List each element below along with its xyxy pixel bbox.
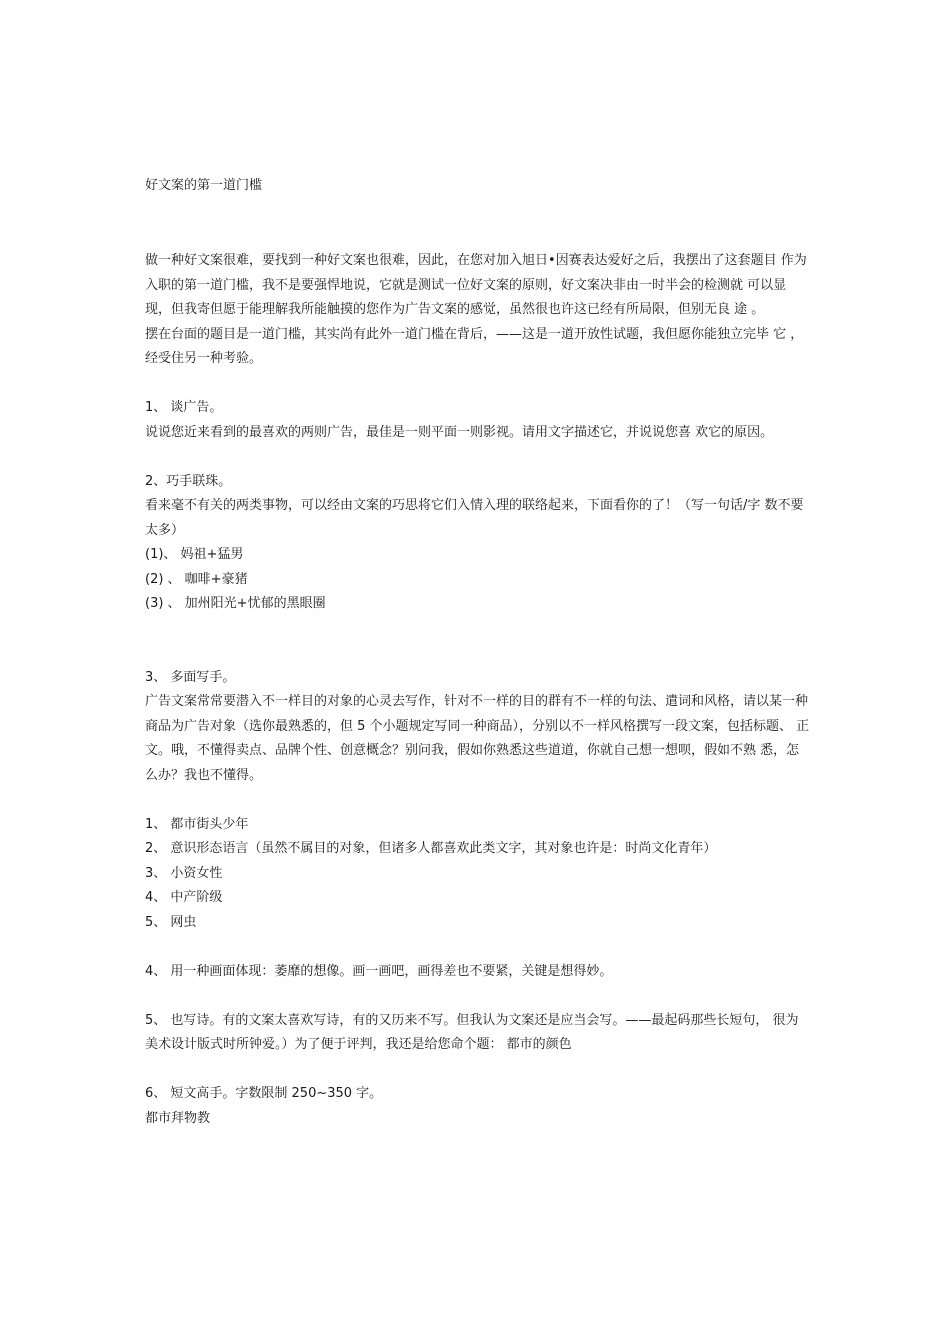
q2-item: (3) 、 加州阳光+忧郁的黑眼圈 bbox=[145, 596, 326, 611]
q3-item: 5、 网虫 bbox=[145, 914, 197, 930]
spacer bbox=[145, 1058, 810, 1083]
spacer bbox=[145, 617, 810, 666]
q4-text: 4、 用一种画面体现：萎靡的想像。画一画吧，画得差也不要紧，关键是想得妙。 bbox=[145, 963, 613, 979]
q6-heading: 6、 短文高手。字数限制 250~350 字。 bbox=[145, 1086, 383, 1101]
q5-text: 5、 也写诗。有的文案太喜欢写诗，有的又历来不写。但我认为文案还是应当会写。——最起码那些长短句， 很为美术设计版式时所钟爱。）为了便于评判，我还是给您命个题： 都市的颜色 bbox=[145, 1012, 799, 1052]
spacer bbox=[145, 984, 810, 1009]
q2-text: 看来毫不有关的两类事物，可以经由文案的巧思将它们入情入理的联络起来，下面看你的了！（写一句话/字 数不要太多） bbox=[145, 498, 804, 538]
document-title: 好文案的第一道门槛 bbox=[145, 178, 263, 193]
spacer bbox=[145, 788, 810, 813]
q6-text: 都市拜物教 bbox=[145, 1110, 211, 1126]
spacer bbox=[145, 372, 810, 397]
q3-item: 2、 意识形态语言（虽然不属目的对象，但诸多人都喜欢此类文字，其对象也许是：时尚文化青年） bbox=[145, 841, 717, 856]
q3-item: 4、 中产阶级 bbox=[145, 890, 223, 905]
spacer bbox=[145, 935, 810, 960]
q3-item: 1、 都市街头少年 bbox=[145, 816, 249, 832]
spacer bbox=[145, 445, 810, 470]
q3-item: 3、 小资女性 bbox=[145, 865, 223, 881]
q2-item: (2) 、 咖啡+豪猪 bbox=[145, 571, 248, 587]
q1-heading: 1、 谈广告。 bbox=[145, 400, 223, 415]
intro-paragraph-1: 做一种好文案很难，要找到一种好文案也很难，因此，在您对加入旭日•因赛表达爱好之后，我摆出了这套题目 作为入职的第一道门槛，我不是要强悍地说，它就是测试一位好文案的原则，好文案决非由一时半会的检测就 可以显现，但我寄但愿于能理解我所能触摸的您作为广告文案的感觉，虽然很也许这已经有所局限，但别无良 途 。 bbox=[145, 253, 807, 317]
q3-heading: 3、 多面写手。 bbox=[145, 669, 236, 685]
q2-item: (1)、 妈祖+猛男 bbox=[145, 547, 244, 562]
q2-heading: 2、巧手联珠。 bbox=[145, 473, 232, 489]
q1-text: 说说您近来看到的最喜欢的两则广告，最佳是一则平面一则影视。请用文字描述它，并说说您喜 欢它的原因。 bbox=[145, 424, 774, 440]
q3-text: 广告文案常常要潜入不一样目的对象的心灵去写作，针对不一样的目的群有不一样的句法、遣词和风格，请以某一种 商品为广告对象（选你最熟悉的，但 5 个小题规定写同一种商品），分别以不一样风格撰写一段文案，包括标题、 正文。哦，不懂得卖点、品牌个性、创意概念？别问我，假如你熟悉这些道道，你就自己想一想呗，假如不熟 悉，怎么办？我也不懂得。 bbox=[145, 694, 810, 783]
document-body bbox=[145, 249, 810, 1131]
intro-paragraph-2: 摆在台面的题目是一道门槛，其实尚有此外一道门槛在背后，——这是一道开放性试题，我但愿你能独立完毕 它 ，经受住另一种考验。 bbox=[145, 326, 804, 366]
